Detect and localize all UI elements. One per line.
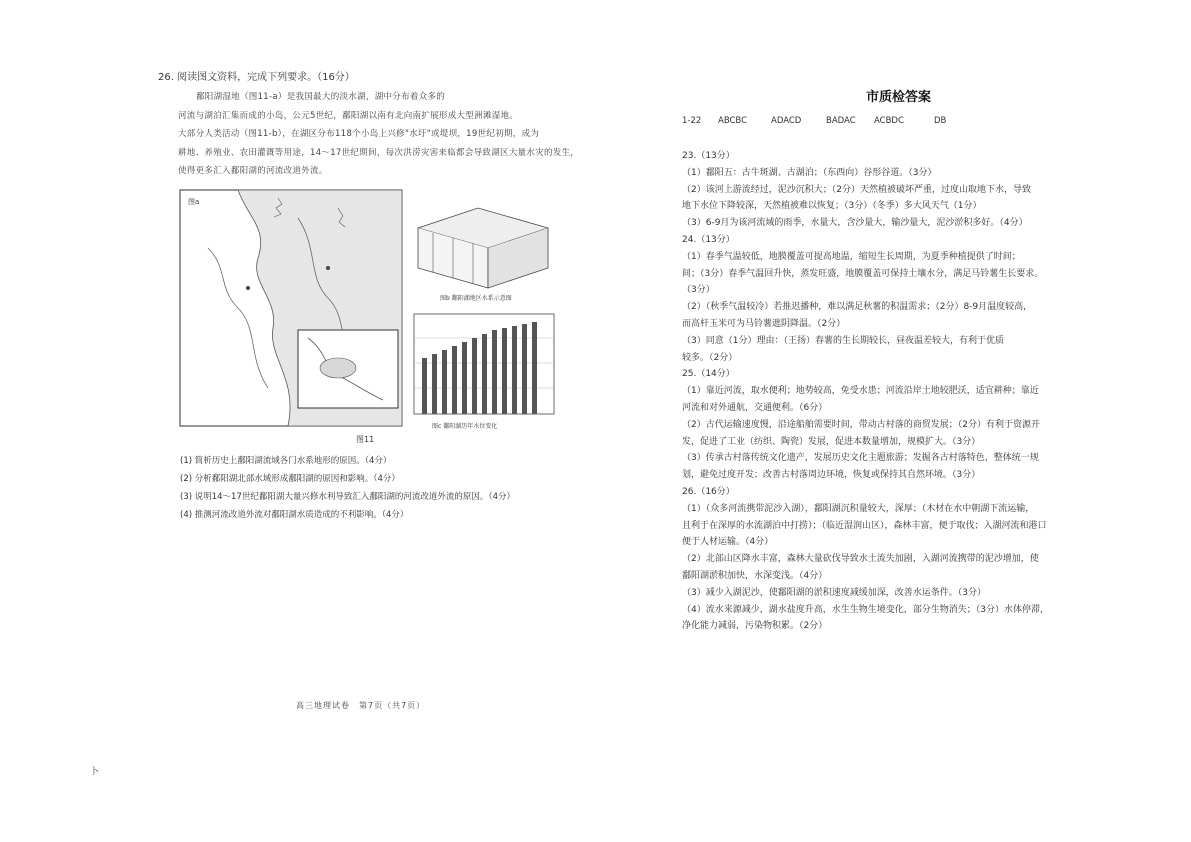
answer-line: 鄱阳湖淤积加快，水深变浅。（4分） xyxy=(682,570,828,581)
intro-line: 耕地、养殖业、农田灌溉等用途，14～17世纪期间，每次洪涝灾害来临都会导致湖区大量水灾的发生， xyxy=(178,147,580,158)
answer-line: （1）鄱阳五：古牛斑湖、古湖泊；（东西向）谷形谷道。（3分） xyxy=(682,167,937,178)
intro-line: 使得更多汇入鄱阳湖的河流改道外流。 xyxy=(178,166,328,176)
figure-11-graphic xyxy=(178,188,558,450)
figure-label-c: 图c 鄱阳湖历年水位变化 xyxy=(432,423,498,430)
mc-group: ADACD xyxy=(771,116,802,126)
question-26-heading: 26. 阅读图文资料，完成下列要求。（16分） xyxy=(158,72,355,83)
subquestion: (1) 简析历史上鄱阳湖流域各门水系地形的原因。（4分） xyxy=(180,456,392,466)
answer-line: （1）（众多河流携带泥沙入湖），鄱阳湖沉积量较大，深厚；（木材在水中朝湖下流运输， xyxy=(682,503,1035,514)
answer-line: 发，促进了工业（纺织、陶瓷）发展，促进本数量增加，规模扩大。（3分） xyxy=(682,436,981,447)
figure-label-b: 图b 鄱阳湖地区水系示意图 xyxy=(440,295,512,302)
answer-line: 而高杆玉米可为马铃薯遮阴降温。（2分） xyxy=(682,318,846,329)
answer-line: （1）春季气温较低，地膜覆盖可提高地温，缩短生长周期，为夏季种植提供了时间； xyxy=(682,251,1021,262)
intro-line: 大部分人类活动（图11-b），在湖区分布118个小岛上兴修"水圩"或堤坝，19世纪初期，成为 xyxy=(178,129,540,139)
answer-line: 净化能力减弱，污染物积累。（2分） xyxy=(682,621,828,632)
answer-line: 26.（16分） xyxy=(682,486,735,497)
figure-11 xyxy=(178,188,558,450)
answer-line: 23.（13分） xyxy=(682,151,735,161)
answer-line: 25.（14分） xyxy=(682,369,735,380)
answer-line: （4）流水来源减少，湖水盐度升高，水生生物生境变化，部分生物消失；（3分）水体停滞， xyxy=(682,604,1049,615)
subquestion: (3) 说明14～17世纪鄱阳湖大量兴修水利导致汇入鄱阳湖的河流改道外流的原因。（4分） xyxy=(180,492,516,502)
answer-line: 较多。（2分） xyxy=(682,352,738,363)
answer-line: （3）6-9月为该河流域的雨季，水量大，含沙量大，输沙量大，泥沙淤积多好。（4分） xyxy=(682,218,1028,229)
mc-group: DB xyxy=(934,116,947,126)
intro-line: 河流与湖泊汇集而成的小岛，公元5世纪，鄱阳湖以南有北向南扩展形成大型洲滩湿地。 xyxy=(178,110,519,121)
answer-line: （3）同意（1分）理由：（王扬）春薯的生长期较长，昼夜温差较大，有利于优质 xyxy=(682,335,1004,346)
answer-line: （1）靠近河流，取水便利；地势较高，免受水患；河流沿岸土地较肥沃，适宜耕种；靠近 xyxy=(682,386,1039,397)
answer-line: （2）（秋季气温较冷）若推迟播种，难以满足秋薯的积温需求；（2分）8-9月温度较高， xyxy=(682,302,1033,313)
answer-title: 市质检答案 xyxy=(866,90,932,105)
answer-line: 便于人材运输。（4分） xyxy=(682,537,774,548)
question-26-intro xyxy=(178,88,588,181)
mc-group: ACBDC xyxy=(874,116,904,126)
intro-line: 鄱阳湖湿地（图11-a）是我国最大的淡水湖，湖中分布着众多的 xyxy=(196,92,446,102)
answer-list xyxy=(682,148,1130,635)
answer-line: （2）该河上游流经过，泥沙沉积大；（2分）天然植被破坏严重，过度山取地下水，导致 xyxy=(682,184,1031,195)
answer-line: （3）传承古村落传统文化遗产，发展历史文化主题旅游；发掘各古村落特色，整体统一规 xyxy=(682,453,1039,464)
subquestion: (4) 推测河流改道外流对鄱阳湖水质造成的不利影响。（4分） xyxy=(180,510,409,520)
answer-line: 划，避免过度开发；改善古村落周边环境，恢复或保持其自然环境。（3分） xyxy=(682,470,981,481)
figure-caption: 图11 xyxy=(356,435,375,444)
cut-mark: 卜 xyxy=(90,767,100,777)
subquestion: (2) 分析鄱阳湖北部水域形成鄱阳湖的原因和影响。（4分） xyxy=(180,474,400,484)
answer-line: 间；（3分）春季气温回升快，蒸发旺盛，地膜覆盖可保持土壤水分，满足马铃薯生长要求。 xyxy=(682,268,1044,279)
answer-line: （3）减少入湖泥沙，使鄱阳湖的淤积速度减缓加深，改善水运条件。（3分） xyxy=(682,587,986,598)
answer-line: 河流和对外通航，交通便利。（6分） xyxy=(682,402,828,413)
mc-range: 1-22 xyxy=(682,116,702,126)
multiple-choice-answers xyxy=(682,116,954,126)
mc-group: ABCBC xyxy=(718,116,748,126)
answer-line: （3分） xyxy=(682,285,715,296)
page-footer: 高三地理试卷 第7页（共7页） xyxy=(296,701,426,710)
answer-line: 24.（13分） xyxy=(682,234,735,245)
answer-line: 地下水位下降较深，天然植被难以恢复；（3分）（冬季）多大风天气（1分） xyxy=(682,201,982,212)
answer-line: （2）古代运输速度慢，沿途船舶需要时间，带动古村落的商贸发展；（2分）有利于资源开 xyxy=(682,419,1040,430)
left-page xyxy=(0,0,595,842)
subquestion-list xyxy=(180,452,515,524)
answer-line: （2）北部山区降水丰富，森林大量砍伐导致水土流失加剧，入湖河流携带的泥沙增加，使 xyxy=(682,554,1039,565)
figure-label-a: 图a xyxy=(188,198,200,206)
answer-line: 且利于在深厚的水流湖泊中打捞）；（临近湿润山区），森林丰富，便于取伐；入湖河流和港口 xyxy=(682,520,1047,531)
mc-group: BADAC xyxy=(826,116,856,126)
